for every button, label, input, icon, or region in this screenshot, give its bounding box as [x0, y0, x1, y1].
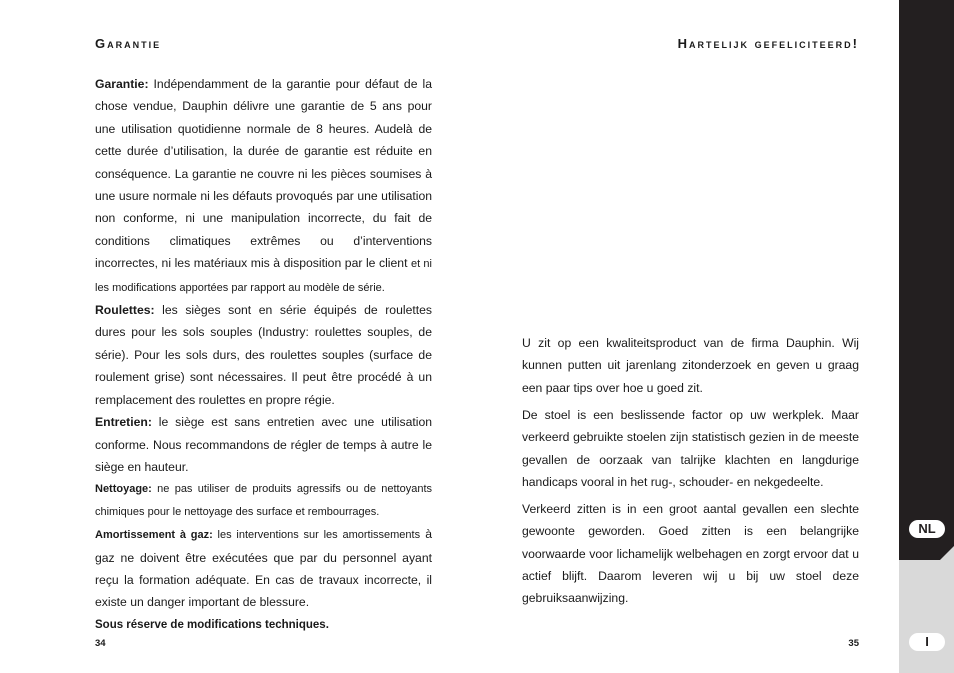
entretien-text: le siège est sans entretien avec une utilisation conforme. Nous recommandons de régler de temps à autre le siège en hauteur.	[95, 415, 432, 474]
nettoyage-text: ne pas utiliser de produits agressifs ou de nettoyants chimiques pour le nettoyage des surface et rembourrages.	[95, 483, 432, 518]
amortissement-text-small: les interventions sur les amortissements	[212, 529, 421, 542]
warranty-text	[95, 73, 432, 636]
garantie-text: Indépendamment de la garantie pour défaut de la chose vendue, Dauphin délivre une garantie de 5 ans pour une utilisation quotidienne normale de 8 heures. Audelà de cette durée d’utilisation, la durée de garantie est réduite en conséquence. La garantie ne couvre ni les pièces soumises à une usure normale ni les défauts provoqués par une utilisation non conforme, ni une manipulation incorrecte, du fait de conditions climatiques extrêmes ou d’interventions incorrectes, ni les matériaux mis à disposition par le client	[95, 77, 432, 271]
language-tab-current[interactable]: NL	[909, 520, 945, 538]
page-title: Garantie	[95, 36, 162, 51]
language-tab-lower	[899, 560, 954, 673]
amortissement-label: Amortissement à gaz:	[95, 529, 213, 542]
roulettes-text: les sièges sont en série équipés de roulettes dures pour les sols souples (Industry: roulettes souples, de série). Pour les sols durs, des roulettes souples (surface de roulement grise) sont nécessaires. Il peut être procédé à un remplacement des roulettes en propre régie.	[95, 303, 432, 407]
nettoyage-paragraph	[95, 478, 432, 523]
page-number: 34	[95, 638, 106, 649]
paragraph: De stoel is een beslissende factor op uw werkplek. Maar verkeerd gebruikte stoelen zijn statistisch gezien in de meeste gevallen de oorzaak van talrijke klachten en langdurige handicaps vooral in het rug-, schouder- en nekgedeelte.	[522, 407, 859, 489]
language-tab-other[interactable]: I	[909, 633, 945, 651]
entretien-paragraph	[95, 411, 432, 478]
nettoyage-label: Nettoyage:	[95, 483, 152, 496]
page-number: 35	[848, 638, 859, 649]
paragraph: Verkeerd zitten is in een groot aantal gevallen een slechte gewoonte geworden. Goed zitten is een belangrijke voorwaarde voor lichamelijk welbehagen en zorgt ervoor dat u actief blijft. Daarom leveren wij u bij uw stoel deze gebruiksaanwijzing.	[522, 501, 859, 606]
roulettes-paragraph	[95, 299, 432, 411]
tab-corner	[940, 546, 954, 560]
garantie-label: Garantie:	[95, 77, 149, 91]
page-title: Hartelijk gefeliciteerd!	[677, 36, 859, 51]
amortissement-text: à gaz ne doivent être exécutées que par du personnel ayant reçu la formation adéquate. En cas de travaux incorrecte, il existe un danger important de blessure.	[95, 527, 433, 610]
paragraph: U zit op een kwaliteitsproduct van de firma Dauphin. Wij kunnen putten uit jarenlang zitonderzoek en geven u graag een paar tips over hoe u goed zit.	[522, 336, 859, 395]
garantie-paragraph	[95, 73, 432, 299]
roulettes-label: Roulettes:	[95, 303, 155, 318]
technical-notice: Sous réserve de modifications techniques.	[95, 618, 329, 631]
intro-text	[522, 332, 859, 614]
entretien-label: Entretien:	[95, 415, 152, 430]
amortissement-paragraph	[95, 523, 432, 614]
garantie-text-small: et ni les modifications apportées par rapport au modèle de série.	[95, 258, 432, 294]
